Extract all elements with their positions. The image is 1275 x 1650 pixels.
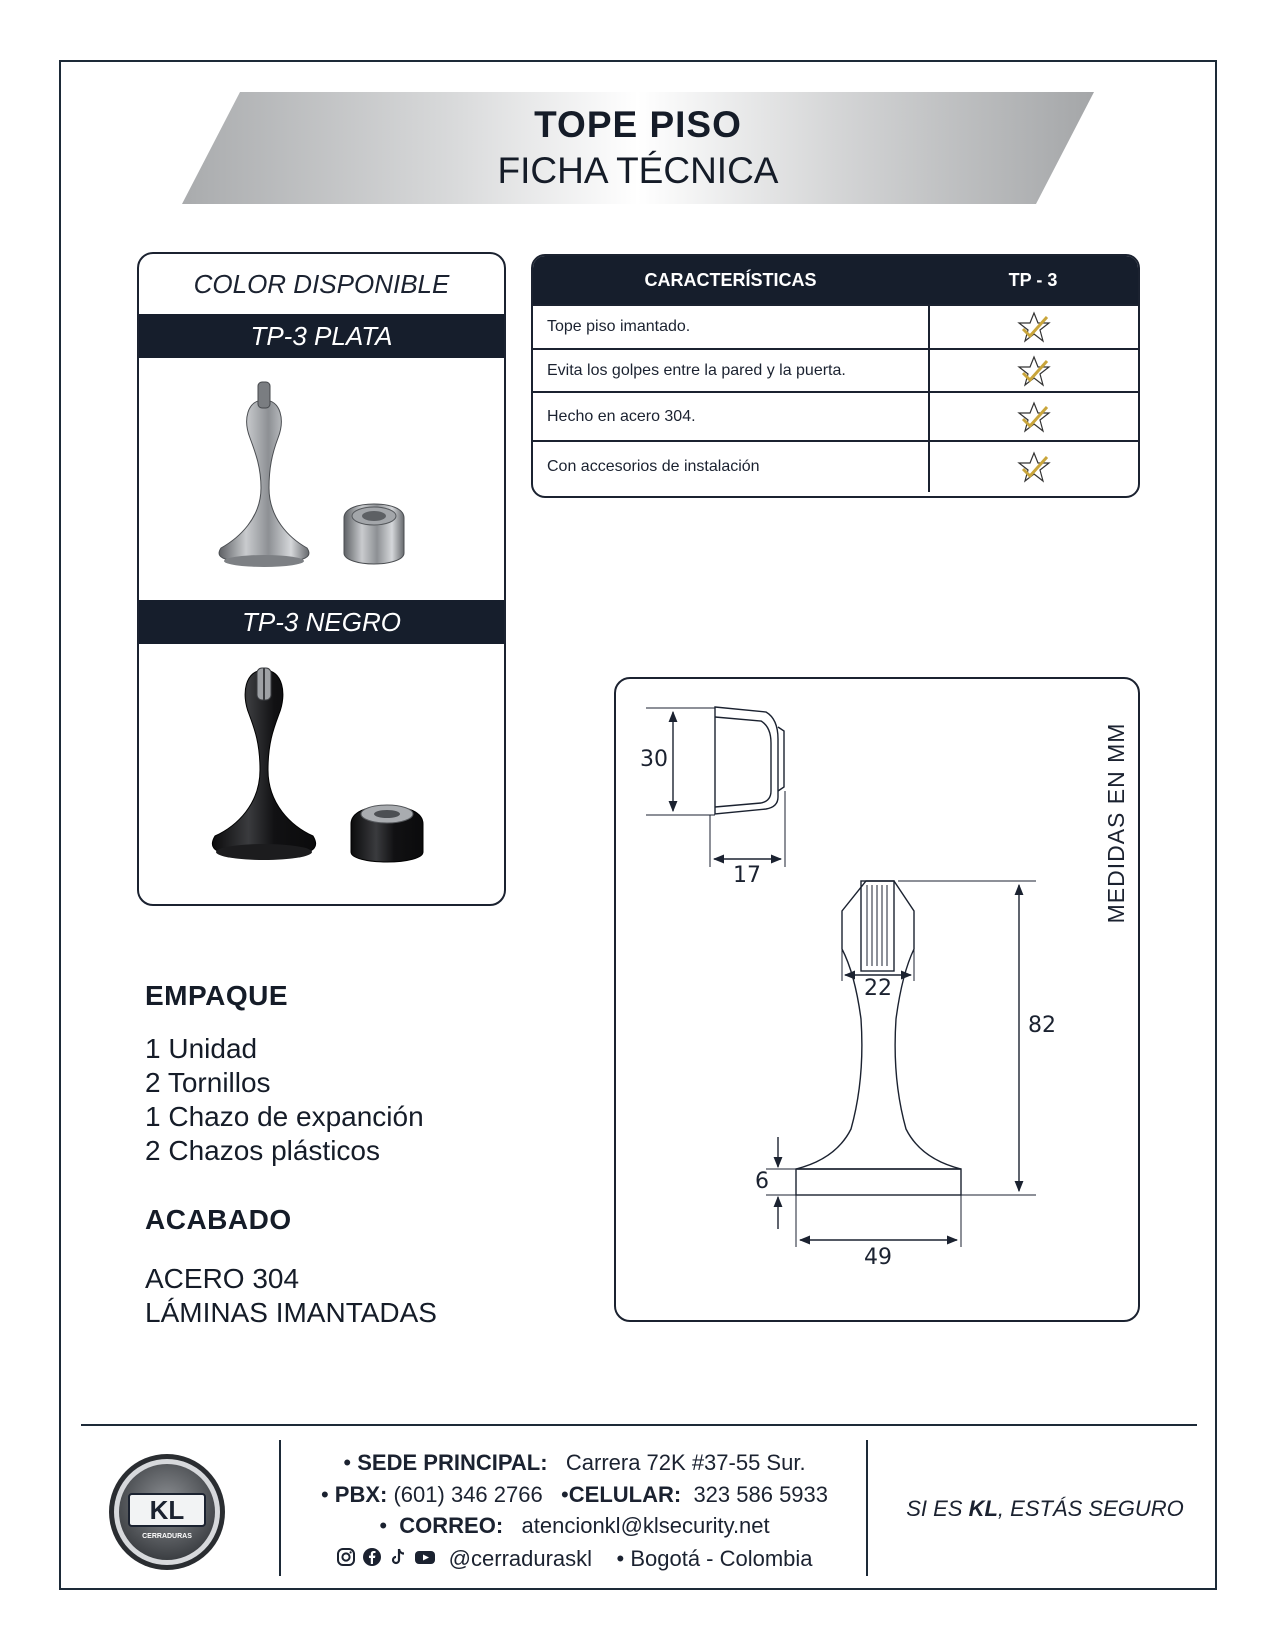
slogan-brand: KL: [968, 1496, 998, 1521]
list-item: ACERO 304: [145, 1263, 300, 1294]
star-check-icon: [928, 442, 1138, 492]
page-subtitle: FICHA TÉCNICA: [497, 150, 779, 191]
feature-text: Tope piso imantado.: [547, 318, 691, 335]
city: Bogotá - Colombia: [630, 1546, 813, 1571]
features-table: [531, 254, 1140, 498]
color-availability-panel: [137, 252, 506, 906]
logo-subtext: CERRADURAS: [142, 1533, 192, 1540]
table-row: [533, 348, 1138, 391]
dim-cap-depth: 17: [733, 863, 761, 888]
slogan-pre: SI ES: [906, 1496, 969, 1521]
feature-text: Evita los golpes entre la pared y la puerta.: [547, 361, 846, 379]
instagram-icon[interactable]: [336, 1547, 356, 1573]
variant-label-silver: TP-3 PLATA: [139, 314, 504, 358]
col-characteristics: CARACTERÍSTICAS: [644, 270, 817, 290]
sede-value: Carrera 72K #37-55 Sur.: [565, 1450, 806, 1475]
technical-drawing-panel: [614, 677, 1140, 1322]
youtube-icon[interactable]: [414, 1547, 436, 1573]
table-row: [533, 304, 1138, 348]
col-model: TP - 3: [1008, 270, 1058, 290]
pbx-value: (601) 346 2766: [393, 1482, 543, 1507]
contact-email: • CORREO: atencionkl@klsecurity.net: [379, 1513, 770, 1538]
tiktok-icon[interactable]: [388, 1547, 408, 1573]
social-icons: [336, 1547, 436, 1573]
list-item: 1 Unidad: [145, 1033, 258, 1064]
table-row: [533, 440, 1138, 492]
correo-label: CORREO:: [399, 1513, 504, 1538]
star-check-icon: [928, 306, 1138, 348]
dim-head-width: 22: [864, 976, 892, 1001]
title-banner: [182, 92, 1094, 204]
star-check-icon: [928, 350, 1138, 391]
star-check-icon: [928, 393, 1138, 440]
product-image-black: [139, 644, 504, 886]
technical-drawing: [616, 679, 1142, 1324]
packaging-list: [145, 1032, 424, 1168]
company-logo: [107, 1452, 227, 1577]
correo-value[interactable]: atencionkl@klsecurity.net: [521, 1513, 770, 1538]
list-item: LÁMINAS IMANTADAS: [145, 1297, 437, 1328]
pbx-label: PBX:: [334, 1482, 388, 1507]
finish-list: [145, 1262, 437, 1330]
list-item: 1 Chazo de expanción: [145, 1101, 424, 1132]
features-header: [533, 256, 1138, 304]
color-heading: COLOR DISPONIBLE: [193, 269, 450, 299]
page-title: TOPE PISO: [534, 104, 742, 145]
contact-social: @cerraduraskl • Bogotá - Colombia: [282, 1546, 867, 1573]
table-row: [533, 391, 1138, 440]
contact-address: • SEDE PRINCIPAL: Carrera 72K #37-55 Sur.: [343, 1450, 806, 1475]
dim-base-height: 6: [755, 1169, 769, 1194]
contact-phones: • PBX: (601) 346 2766 •CELULAR: 323 586 5933: [320, 1482, 829, 1507]
feature-text: Con accesorios de instalación: [547, 458, 760, 475]
sede-label: SEDE PRINCIPAL:: [357, 1450, 548, 1475]
celular-value: 323 586 5933: [693, 1482, 829, 1507]
product-image-silver: [139, 358, 504, 600]
units-label: MEDIDAS EN MM: [1103, 722, 1129, 924]
celular-label: CELULAR:: [568, 1482, 682, 1507]
facebook-icon[interactable]: [362, 1547, 382, 1573]
list-item: 2 Tornillos: [145, 1067, 271, 1098]
dim-base-width: 49: [864, 1245, 892, 1270]
dim-total-height: 82: [1028, 1013, 1056, 1038]
slogan-post: , ESTÁS SEGURO: [997, 1496, 1184, 1521]
packaging-title: EMPAQUE: [145, 980, 288, 1011]
variant-label-black: TP-3 NEGRO: [139, 600, 504, 644]
feature-text: Hecho en acero 304.: [547, 407, 696, 425]
finish-title: ACABADO: [145, 1204, 292, 1235]
footer-separator: [279, 1440, 281, 1576]
footer-divider: [81, 1424, 1197, 1426]
logo-text: KL: [149, 1495, 185, 1525]
social-handle[interactable]: @cerraduraskl: [448, 1546, 593, 1571]
dim-cap-height: 30: [640, 747, 668, 772]
list-item: 2 Chazos plásticos: [145, 1135, 381, 1166]
slogan: [880, 1496, 1210, 1522]
